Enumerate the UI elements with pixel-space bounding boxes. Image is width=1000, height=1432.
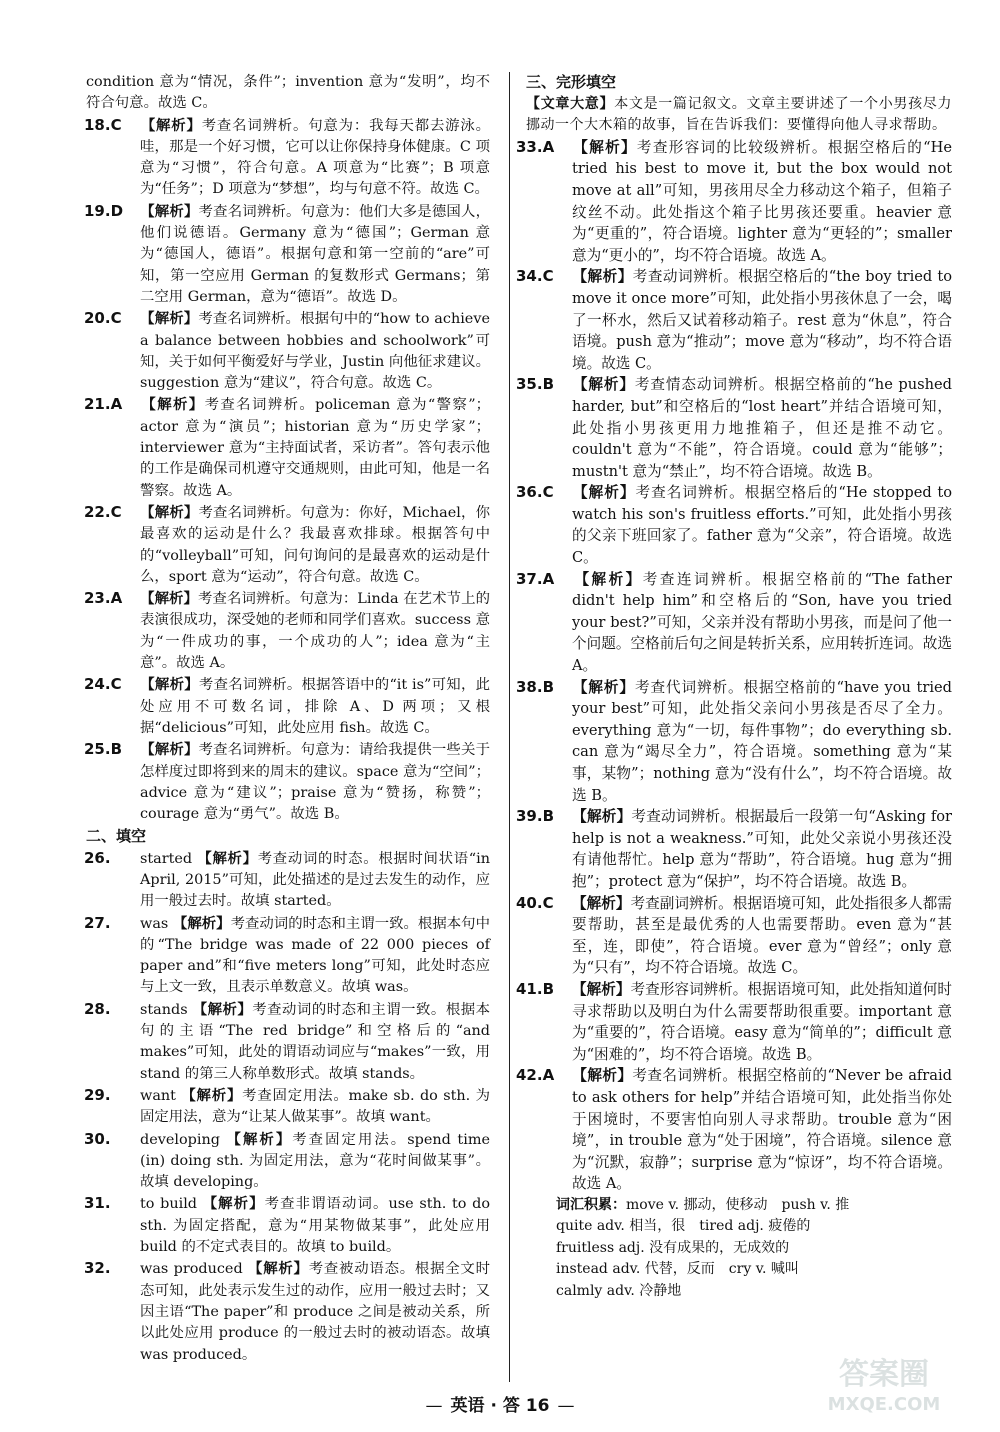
analysis-tag: 【解析】 (572, 570, 643, 588)
answer-entry (516, 137, 952, 267)
fill-answer: developing (140, 1131, 220, 1148)
analysis-tag: 【解析】 (202, 1195, 265, 1213)
answer-entry (84, 502, 490, 588)
analysis-tag: 【解析】 (572, 138, 637, 156)
answer-entry (516, 1065, 952, 1195)
analysis-text: 考查名词辨析。根据空格前的“Never be afraid to ask others for help”并结合语境可知，此处指当你处于困境时，不要害怕向别人寻求帮助。trouble 意为“困境”，in trouble 意为“处于困境”，符合语境。silence 意为“沉默，寂静”；surprise 意为“惊讶”，均不符合语境。故选 A。 (572, 1067, 952, 1193)
analysis-tag: 【解析】 (140, 590, 199, 608)
analysis-tag: 【解析】 (197, 849, 258, 867)
analysis-text: 考查连词辨析。根据空格前的“The father didn't help him”和空格后的“Son, have you tried your best?”可知，父亲并没有帮助小男孩，而是问了他一个问题。空格前后句之间是转折关系，应用转折连词。故选 A。 (572, 570, 952, 675)
answer-entry (516, 266, 952, 374)
answer-entry (516, 482, 952, 568)
answer-entry (516, 979, 952, 1065)
analysis-text: 考查代词辨析。根据空格前的“have you tried your best”可知，此处指父亲问小男孩是否尽了全力。everything 意为“一切，每件事物”；do everything sb. can 意为“竭尽全力”，符合语境。something 意为“某事，某物”；nothing 意为“没有什么”，均不符合语境。故选 B。 (572, 678, 952, 804)
answer-entry (516, 806, 952, 892)
analysis-tag: 【解析】 (172, 914, 231, 932)
analysis-text: 考查固定用法。make sb. do sth. 为固定用法，意为“让某人做某事”。故填 want。 (140, 1087, 490, 1126)
analysis-text: 考查名词辨析。policeman 意为“警察”；actor 意为“演员”；historian 意为“历史学家”；interviewer 意为“主持面试者，采访者”。答句表示他的工作是确保司机遵守交通规则，由此可知，他是一名警察。故选 A。 (140, 397, 490, 499)
fill-answer: stands (140, 1001, 188, 1018)
question-number: 41.B (516, 979, 555, 998)
vocab-section (526, 1195, 952, 1303)
vocab-line: calmly adv. 冷静地 (556, 1282, 682, 1299)
answer-entry (84, 1258, 490, 1365)
fill-answer: to build (140, 1196, 198, 1213)
analysis-tag: 【解析】 (572, 1067, 633, 1085)
analysis-tag: 【解析】 (572, 678, 635, 696)
vocab-title: 词汇积累： (556, 1196, 626, 1213)
question-number: 22.C (84, 502, 122, 521)
question-number: 28. (84, 999, 111, 1018)
answer-entry (84, 1085, 490, 1129)
question-number: 21.A (84, 395, 123, 414)
summary-tag: 【文章大意】 (526, 95, 615, 112)
right-column (516, 72, 953, 1302)
analysis-text: 考查形容词的比较级辨析。根据空格后的“He tried his best to move it, but the box would not move at all”可知，男孩用尽全力移动这个箱子，但箱子纹丝不动。此处指这个箱子比男孩还要重。heavier 意为“更重的”，符合语境。lighter 意为“更轻的”；smaller 意为“更小的”，均不符合语境。故选 A。 (572, 138, 952, 264)
answer-entry (84, 999, 490, 1085)
analysis-text: 考查名词辨析。根据句中的“how to achieve a balance between hobbies and schoolwork”可知，关于如何平衡爱好与学业，Justin 向他征求建议。suggestion 意为“建议”，符合句意。故选 C。 (140, 311, 490, 392)
column-divider (509, 72, 510, 1382)
question-number: 34.C (516, 267, 554, 286)
analysis-tag: 【解析】 (572, 808, 632, 826)
question-number: 25.B (84, 740, 123, 759)
analysis-text: 考查名词辨析。根据空格后的“He stopped to watch his son's fruitless efforts.”可知，此处指小男孩的父亲下班回家了。father 意为“父亲”，符合语境。故选 C。 (572, 484, 952, 567)
analysis-tag: 【解析】 (140, 741, 199, 759)
question-number: 33.A (516, 137, 555, 156)
analysis-tag: 【解析】 (572, 376, 635, 394)
answer-entry (516, 569, 952, 677)
question-number: 37.A (516, 569, 555, 588)
analysis-text: 考查名词辨析。句意为：Linda 在艺术节上的表演很成功，深受她的老师和同学们喜欢。success 意为“一件成功的事，一个成功的人”；idea 意为“主意”。故选 A。 (140, 591, 490, 672)
answer-entry (516, 374, 952, 482)
fill-answer: was produced (140, 1261, 243, 1278)
question-number: 20.C (84, 309, 122, 328)
analysis-text: 考查名词辨析。句意为：你好，Michael，你最喜欢的运动是什么？我最喜欢排球。根据答句中的“volleyball”可知，问句询问的是最喜欢的运动是什么，sport 意为“运动”，符合句意。故选 C。 (140, 504, 490, 585)
answer-entry (84, 201, 490, 308)
answer-entry (516, 893, 952, 979)
question-number: 31. (84, 1194, 111, 1213)
answer-entry (84, 115, 490, 201)
analysis-tag: 【解析】 (572, 894, 631, 912)
left-column (86, 72, 490, 1366)
analysis-tag: 【解析】 (140, 396, 205, 414)
answer-entry (84, 1129, 490, 1194)
vocab-line: move v. 挪动，使移动 push v. 推 (626, 1196, 850, 1213)
fill-answer: was (140, 915, 169, 932)
answer-entry (84, 848, 490, 913)
cloze-answers (516, 137, 952, 1195)
analysis-tag: 【解析】 (140, 503, 199, 521)
analysis-text: 考查动词的时态和主谓一致。根据本句的主语“The red bridge”和空格后的“and makes”可知，此处的谓语动词应与“makes”一致，用 stand 的第三人称单数形式。故填 stands。 (140, 1001, 490, 1082)
footer-subject: 英语 · 答 (450, 1396, 520, 1416)
analysis-text: 考查动词辨析。根据最后一段第一句“Asking for help is not a weakness.”可知，此处父亲说小男孩还没有请他帮忙。help 意为“帮助”，符合语境。hug 意为“拥抱”；protect 意为“保护”，均不符合语境。故选 B。 (572, 808, 952, 890)
analysis-text: 考查动词的时态和主谓一致。根据本句中的“The bridge was made of 22 000 pieces of paper and”和“five meters long”可知，此处时态应与上文一致，且表示单数意义。故填 was。 (140, 915, 490, 996)
analysis-tag: 【解析】 (572, 980, 631, 998)
analysis-tag: 【解析】 (192, 1000, 253, 1018)
analysis-tag: 【解析】 (181, 1086, 243, 1104)
analysis-tag: 【解析】 (140, 310, 199, 328)
section-title-fill: 二、填空 (86, 827, 147, 846)
question-number: 35.B (516, 375, 555, 394)
page-number: 16 (525, 1396, 550, 1416)
analysis-text: 考查形容词辨析。根据语境可知，此处指知道何时寻求帮助以及明白为什么需要帮助很重要。important 意为“重要的”，符合语境。easy 意为“简单的”；difficult 意为“困难的”，均不符合语境。故选 B。 (572, 980, 952, 1063)
analysis-text: 考查名词辨析。句意为：请给我提供一些关于怎样度过即将到来的周末的建议。space 意为“空间”；advice 意为“建议”；praise 意为“赞扬，称赞”；courage 意为“勇气”。故选 B。 (140, 742, 490, 823)
answer-entry (84, 394, 490, 501)
article-summary (526, 94, 952, 137)
vocab-line: fruitless adj. 没有成果的，无成效的 (556, 1239, 790, 1256)
intro-text: condition 意为“情况，条件”；invention 意为“发明”，均不符合句意。故选 C。 (86, 74, 490, 112)
analysis-text: 考查副词辨析。根据语境可知，此处指很多人都需要帮助，甚至是最优秀的人也需要帮助。even 意为“甚至，连，即使”，符合语境。ever 意为“曾经”；only 意为“只有”，均不符合语境。故选 C。 (572, 894, 952, 977)
answer-entry (84, 913, 490, 999)
answer-entry (84, 739, 490, 825)
question-number: 42.A (516, 1066, 555, 1085)
question-number: 27. (84, 913, 111, 932)
analysis-text: 考查名词辨析。句意为：我每天都去游泳。哇，那是一个好习惯，它可以让你保持身体健康。C 项意为“习惯”，符合句意。A 项意为“比赛”；B 项意为“任务”；D 项意为“梦想”，均与句意不符。故选 C。 (140, 117, 490, 198)
question-number: 26. (84, 848, 111, 867)
watermark-logo (814, 1348, 954, 1418)
analysis-tag: 【解析】 (140, 116, 202, 134)
analysis-text: 考查动词的时态。根据时间状语“in April, 2015”可知，此处描述的是过去发生的动作，应用一般过去时。故填 started。 (140, 850, 490, 910)
analysis-tag: 【解析】 (226, 1130, 293, 1148)
question-number: 19.D (84, 201, 124, 220)
question-number: 36.C (516, 483, 554, 502)
analysis-tag: 【解析】 (572, 268, 633, 286)
analysis-text: 考查名词辨析。句意为：他们大多是德国人，他们说德语。Germany 意为“德国”；German 意为“德国人，德语”。根据句意和第一空前的“are”可知，第一空应用 German 的复数形式 Germans；第二空用 German，意为“德语”。故选 D。 (140, 203, 490, 305)
question-number: 40.C (516, 893, 554, 912)
analysis-tag: 【解析】 (248, 1260, 309, 1278)
analysis-text: 考查名词辨析。根据答语中的“it is”可知，此处应用不可数名词，排除 A、D 两项；又根据“delicious”可知，此处应用 fish。故选 C。 (140, 677, 490, 736)
analysis-text: 考查情态动词辨析。根据空格前的“he pushed harder, but”和空格后的“lost heart”并结合语境可知，此处指小男孩更用力地推箱子，但还是推不动它。couldn't 意为“不能”，符合语境。could 意为“能够”；mustn't 意为“禁止”，均不符合语境。故选 B。 (572, 376, 952, 480)
answer-entry (516, 677, 952, 807)
answer-entry (84, 308, 490, 394)
summary-text: 本文是一篇记叙文。文章主要讲述了一个小男孩尽力挪动一个大木箱的故事，旨在告诉我们：要懂得向他人寻求帮助。 (526, 95, 953, 134)
question-number: 39.B (516, 807, 555, 826)
question-number: 18.C (84, 115, 122, 134)
question-number: 24.C (84, 675, 122, 694)
analysis-text: 考查被动语态。根据全文时态可知，此处表示发生过的动作，应用一般过去时；又因主语“The paper”和 produce 之间是被动关系，所以此处应用 produce 的一般过去时的被动语态。故填 was produced。 (140, 1261, 490, 1363)
analysis-text: 考查动词辨析。根据空格后的“the boy tried to move it once more”可知，此处指小男孩休息了一会，喝了一杯水，然后又试着移动箱子。rest 意为“休息”，符合语境。push 意为“推动”；move 意为“移动”，均不符合语境。故选 C。 (572, 268, 952, 372)
answer-entry (84, 674, 490, 739)
question-number: 38.B (516, 677, 555, 696)
watermark-line2: MXQE.COM (827, 1394, 941, 1415)
question-number: 23.A (84, 589, 123, 608)
question-number: 30. (84, 1129, 111, 1148)
fill-answer: want (140, 1087, 176, 1104)
fill-answer: started (140, 850, 193, 867)
question-number: 32. (84, 1259, 111, 1278)
analysis-text: 考查非谓语动词。use sth. to do sth. 为固定搭配，意为“用某物做某事”，此处应用 build 的不定式表目的。故填 to build。 (140, 1196, 490, 1256)
watermark-line1: 答案圈 (839, 1357, 929, 1392)
analysis-tag: 【解析】 (140, 676, 199, 694)
analysis-tag: 【解析】 (140, 202, 199, 220)
section-title-cloze: 三、完形填空 (526, 73, 617, 91)
page-footer: — 英语 · 答 16 — (425, 1396, 575, 1416)
choice-answers-left (86, 115, 490, 826)
answer-entry (84, 588, 490, 674)
answer-entry (84, 1193, 490, 1258)
fill-answers (86, 848, 490, 1366)
analysis-text: 考查固定用法。spend time (in) doing sth. 为固定用法，意为“花时间做某事”。故填 developing。 (140, 1131, 490, 1191)
vocab-line: instead adv. 代替，反而 cry v. 喊叫 (556, 1261, 799, 1278)
analysis-tag: 【解析】 (572, 484, 636, 502)
vocab-line: quite adv. 相当，很 tired adj. 疲倦的 (556, 1218, 811, 1235)
question-number: 29. (84, 1085, 111, 1104)
